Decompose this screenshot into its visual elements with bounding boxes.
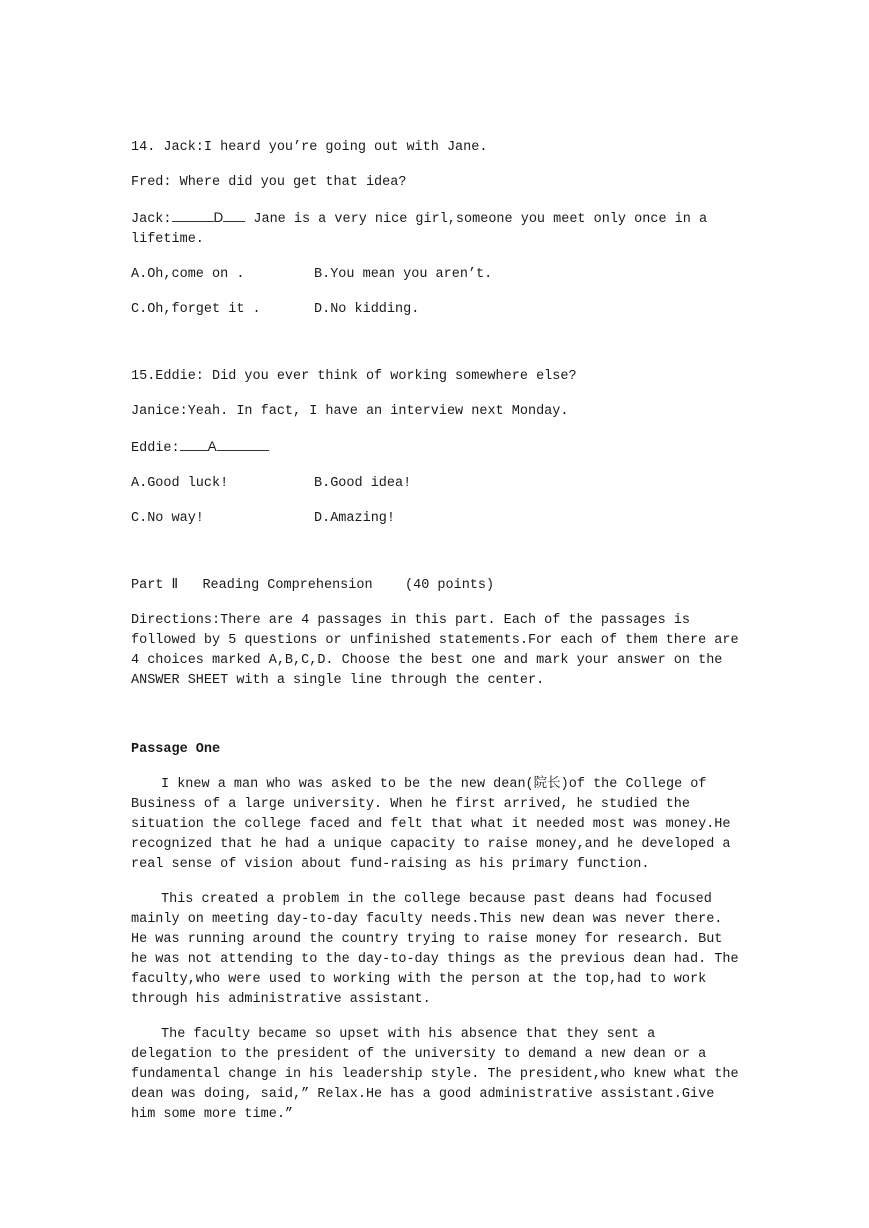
q14-option-a: A.Oh,come on .	[131, 267, 245, 282]
answer-blank	[180, 437, 208, 451]
answer-blank	[172, 208, 214, 222]
q15-options-row-1	[131, 474, 741, 494]
part2-directions: Directions:There are 4 passages in this part. Each of the passages is followed by 5 questions or unfinished statements.For each of them there are 4 choices marked A,B,C,D. Choose the best one and mark your answer on the ANSWER SHEET with a single line through the center.	[131, 613, 747, 688]
passage-one-paragraph: I knew a man who was asked to be the new dean(院长)of the College of Business of a large university. When he first arrived, he studied the situation the college faced and felt that what it needed most was money.He recognized that he had a unique capacity to raise money,and he developed a real sense of vision about fund-raising as his primary function.	[131, 777, 739, 872]
q15-option-b: B.Good idea!	[314, 476, 412, 491]
answer-blank	[217, 437, 269, 451]
q15-option-a: A.Good luck!	[131, 476, 229, 491]
q14-line3	[131, 208, 741, 250]
q15-option-c: C.No way!	[131, 511, 204, 526]
q14-line2: Fred: Where did you get that idea?	[131, 175, 407, 190]
q14-option-b: B.You mean you aren’t.	[314, 267, 493, 282]
part2-heading: Part Ⅱ Reading Comprehension (40 points)	[131, 578, 495, 593]
q15-line3	[131, 437, 741, 459]
q14-line3-text: Jane is a very nice girl,someone you meet only once in a lifetime.	[131, 212, 716, 247]
q14-stem: 14. Jack:I heard you’re going out with Jane.	[131, 140, 488, 155]
passage-one-title: Passage One	[131, 742, 221, 757]
q14-options-row-2	[131, 300, 741, 320]
q15-stem: 15.Eddie: Did you ever think of working somewhere else?	[131, 369, 577, 384]
q15-answer: A	[207, 439, 217, 454]
document-page	[131, 138, 747, 1140]
q14-answer: D	[213, 210, 224, 225]
q15-line2: Janice:Yeah. In fact, I have an interview next Monday.	[131, 404, 569, 419]
q14-option-d: D.No kidding.	[314, 302, 420, 317]
q14-option-c: C.Oh,forget it .	[131, 302, 261, 317]
q15-option-d: D.Amazing!	[314, 511, 396, 526]
q14-options-row-1	[131, 265, 741, 285]
passage-one-paragraph: This created a problem in the college because past deans had focused mainly on meeting day-to-day faculty needs.This new dean was never there. He was running around the country trying to raise money for research. But he was not attending to the day-to-day things as the previous dean had. The faculty,who were used to working with the person at the top,had to work through his administrative assistant.	[131, 892, 747, 1007]
passage-one-paragraph: The faculty became so upset with his absence that they sent a delegation to the president of the university to demand a new dean or a fundamental change in his leadership style. The president,who knew what the dean was doing, said,” Relax.He has a good administrative assistant.Give him some more time.”	[131, 1027, 747, 1122]
q15-speaker: Eddie:	[131, 441, 180, 456]
answer-blank	[223, 208, 245, 222]
q14-speaker: Jack:	[131, 212, 172, 227]
q15-options-row-2	[131, 509, 741, 529]
